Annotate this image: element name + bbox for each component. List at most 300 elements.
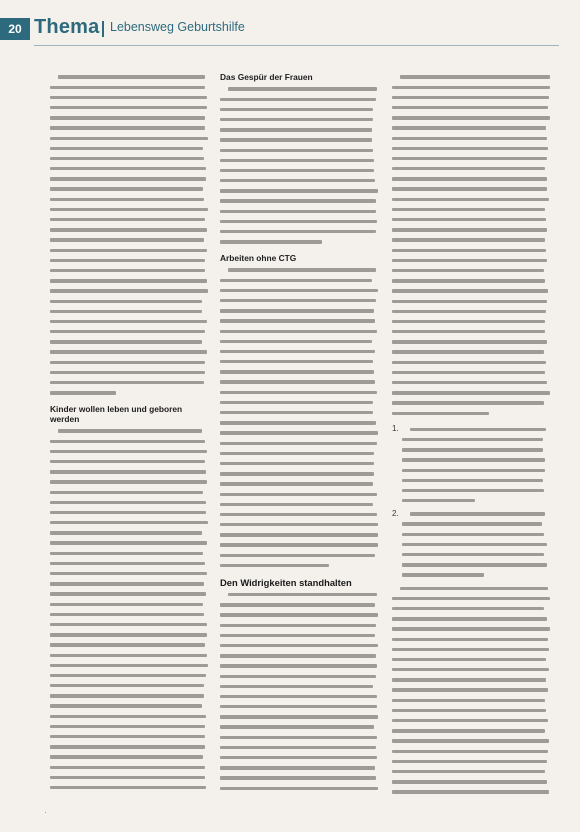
text-line [220,620,380,630]
text-line [392,408,552,418]
text-line [50,194,210,204]
text-line-fill [58,429,202,432]
text-line [220,448,380,458]
text-line-fill [392,770,545,773]
text-line [220,306,380,316]
text-line [220,722,380,732]
text-line-fill [392,106,548,109]
text-line-fill [50,460,205,463]
text-line [50,772,210,782]
text-line-fill [220,220,377,223]
text-line-fill [392,739,549,742]
text-line [392,123,552,133]
header-rule [34,45,559,46]
text-line [50,215,210,225]
text-line [50,255,210,265]
text-line-fill [392,668,549,671]
text-line [220,104,380,114]
text-line-fill [220,401,373,404]
text-block [392,72,552,418]
text-line-fill [50,340,202,343]
text-line [392,357,552,367]
text-line [392,184,552,194]
text-line-fill [220,442,377,445]
text-block [50,404,210,796]
text-line [50,569,210,579]
text-line-fill [50,116,205,119]
text-line-fill [220,98,376,101]
text-line [220,367,380,377]
text-line-fill [392,381,547,384]
text-line [220,336,380,346]
text-line-fill [392,617,547,620]
text-line [220,84,380,94]
text-line [402,550,552,560]
text-line [392,317,552,327]
text-line-fill [50,167,206,170]
text-line-fill [392,678,546,681]
text-line-fill [220,452,374,455]
text-line [220,397,380,407]
text-line-fill [392,320,545,323]
text-line-fill [220,766,375,769]
text-line-fill [50,592,206,595]
text-line-fill [50,766,205,769]
text-line-fill [220,613,378,616]
text-line-fill [220,675,376,678]
text-line-fill [220,746,376,749]
text-line [402,539,552,549]
text-line-fill [392,361,546,364]
text-line-fill [410,428,546,431]
text-line [50,184,210,194]
text-line [50,497,210,507]
text-line-fill [220,654,376,657]
text-line [220,186,380,196]
text-block [220,72,380,247]
text-line [50,204,210,214]
text-line [392,583,552,593]
text-line-fill [50,776,205,779]
text-line [50,306,210,316]
text-line-fill [402,553,544,556]
text-line-fill [220,240,322,243]
text-line [220,357,380,367]
text-line [50,72,210,82]
text-line-fill [50,228,207,231]
text-line [392,276,552,286]
text-line [402,570,552,580]
text-line [220,489,380,499]
text-line-fill [392,607,544,610]
text-line-fill [50,106,207,109]
list-item-body [402,424,552,506]
text-line [50,174,210,184]
text-line-fill [392,699,545,702]
text-line-fill [220,210,376,213]
text-line [392,174,552,184]
text-line-fill [392,300,547,303]
text-line-fill [50,715,206,718]
text-line [402,465,552,475]
text-line [392,72,552,82]
text-line-fill [50,694,204,697]
text-line [50,508,210,518]
text-line [50,681,210,691]
text-line [392,215,552,225]
text-line [392,133,552,143]
text-line-fill [220,360,373,363]
text-line [392,347,552,357]
text-line [50,579,210,589]
text-line-fill [220,685,373,688]
text-line-fill [392,116,550,119]
text-line-fill [220,624,376,627]
text-line [392,756,552,766]
text-line [392,113,552,123]
text-line [220,560,380,570]
text-line [392,736,552,746]
list-item-number: 2. [392,508,399,518]
text-line-fill [50,147,203,150]
text-line-fill [50,643,205,646]
text-line [50,225,210,235]
text-line [392,685,552,695]
text-line [50,630,210,640]
text-line [220,94,380,104]
text-line-fill [50,654,207,657]
text-line [50,357,210,367]
text-line [220,702,380,712]
text-line-fill [220,380,375,383]
text-block [220,577,380,796]
text-line [220,275,380,285]
text-line-fill [220,523,378,526]
text-line [220,793,380,796]
text-line [220,237,380,247]
text-line-fill [50,450,207,453]
text-line-fill [50,511,206,514]
section-subtitle: Lebensweg Geburtshilfe [110,20,245,34]
text-line [50,164,210,174]
text-block [50,72,210,398]
text-line [220,499,380,509]
text-line-fill [50,381,204,384]
text-line [220,742,380,752]
text-line [50,609,210,619]
text-line [220,459,380,469]
text-line-fill [50,704,202,707]
text-line [220,387,380,397]
text-line-fill [220,503,373,506]
text-line [392,777,552,787]
text-line [220,285,380,295]
text-line-fill [50,300,202,303]
text-line-fill [50,480,207,483]
text-line-fill [220,664,377,667]
text-line [392,103,552,113]
text-line-fill [392,137,547,140]
text-line-fill [50,289,208,292]
text-line [50,589,210,599]
list-item [392,509,552,580]
text-line-fill [50,603,203,606]
text-line [392,194,552,204]
text-line [402,455,552,465]
text-line [50,446,210,456]
text-line-fill [220,634,375,637]
text-line [220,763,380,773]
text-line-fill [220,472,374,475]
text-line [50,154,210,164]
text-line-fill [50,269,205,272]
text-line [50,378,210,388]
text-line [220,469,380,479]
header-separator [102,21,104,37]
text-line-fill [50,137,208,140]
text-line [220,641,380,651]
text-line-fill [392,627,550,630]
text-line [50,650,210,660]
text-line-fill [50,613,204,616]
text-line-fill [392,638,548,641]
page-header [0,0,580,46]
text-line-fill [50,501,206,504]
text-line-fill [392,289,548,292]
text-line [50,487,210,497]
text-line-fill [220,330,377,333]
text-line-fill [402,448,543,451]
text-line [220,651,380,661]
text-line [392,716,552,726]
text-line-fill [220,431,378,434]
text-line [50,436,210,446]
text-column-1 [50,72,210,796]
text-line-fill [402,533,544,536]
text-line-fill [220,319,375,322]
text-line-fill [58,75,205,78]
text-line [392,705,552,715]
text-line-fill [50,755,203,758]
text-line-fill [220,787,378,790]
text-line [220,227,380,237]
text-line-fill [50,249,207,252]
text-line-fill [402,438,543,441]
text-line [50,721,210,731]
text-line [392,378,552,388]
text-line [220,783,380,793]
text-line-fill [50,491,203,494]
text-line-fill [392,259,547,262]
text-line [402,486,552,496]
text-line [50,103,210,113]
text-line-fill [50,531,202,534]
text-line-fill [402,489,544,492]
text-line [392,644,552,654]
text-line-fill [392,238,545,241]
text-line [220,773,380,783]
text-line [402,445,552,455]
text-line-fill [220,725,374,728]
text-line [50,793,210,796]
text-line [392,235,552,245]
text-line-fill [220,603,375,606]
text-line-fill [392,269,544,272]
text-line [220,377,380,387]
text-line-fill [392,96,549,99]
text-line [220,206,380,216]
text-line [392,624,552,634]
text-line [392,614,552,624]
text-line-fill [220,370,374,373]
text-line [392,367,552,377]
text-line-fill [220,776,376,779]
text-line [392,143,552,153]
text-line-fill [228,593,377,596]
text-line-fill [392,790,549,793]
text-line [220,155,380,165]
text-line-fill [392,729,545,732]
text-line [220,316,380,326]
numbered-list [392,424,552,580]
text-line-fill [50,157,204,160]
text-line [392,92,552,102]
text-line [392,388,552,398]
text-line-fill [220,169,374,172]
text-line-fill [220,299,376,302]
text-line-fill [220,554,375,557]
text-line [50,143,210,153]
text-line [392,266,552,276]
text-line [50,660,210,670]
text-line-fill [392,371,545,374]
text-line-fill [392,249,546,252]
text-line-fill [220,462,374,465]
text-line-fill [50,521,208,524]
text-line-fill [50,745,205,748]
text-line [220,125,380,135]
text-line-fill [220,533,378,536]
text-column-3 [392,72,552,796]
text-line-fill [402,469,545,472]
section-title: Thema [34,16,100,38]
text-line-fill [50,187,203,190]
text-line [220,681,380,691]
text-line [220,296,380,306]
text-line-fill [50,786,206,789]
text-line-fill [50,541,207,544]
text-line-fill [220,715,378,718]
text-line-fill [50,126,205,129]
text-line-fill [50,86,205,89]
text-line [220,408,380,418]
text-line [220,530,380,540]
text-line [220,196,380,206]
text-line-fill [392,401,544,404]
text-line [392,164,552,174]
text-line-fill [50,633,207,636]
text-line [220,692,380,702]
text-line [392,655,552,665]
text-line-fill [220,340,372,343]
text-line-fill [50,310,202,313]
text-line [392,154,552,164]
text-line-fill [392,412,489,415]
bottom-page-marker: · [44,808,47,817]
text-line-fill [402,563,547,566]
text-line-fill [220,695,377,698]
text-line-fill [50,238,204,241]
text-line [392,746,552,756]
text-line [50,317,210,327]
text-line-fill [220,411,373,414]
text-line-fill [220,309,374,312]
section-heading: Arbeiten ohne CTG [220,253,297,263]
text-line [392,726,552,736]
text-line-fill [220,108,373,111]
text-line [50,235,210,245]
text-line-fill [392,279,545,282]
text-line [392,327,552,337]
text-line-fill [392,688,548,691]
text-line [392,695,552,705]
text-line-fill [50,684,204,687]
text-line-fill [410,512,545,515]
section-heading: Den Widrigkeiten standhalten [220,576,352,588]
text-line [220,428,380,438]
text-line-fill [50,361,205,364]
text-line-fill [220,564,329,567]
text-line-fill [50,198,204,201]
text-line-fill [392,177,547,180]
text-line-fill [392,658,546,661]
text-line-fill [220,179,375,182]
text-line [50,528,210,538]
text-line [402,529,552,539]
text-line-fill [228,87,377,90]
text-line-fill [220,159,374,162]
text-line-fill [392,648,549,651]
text-line [220,712,380,722]
text-line [392,665,552,675]
text-line [392,675,552,685]
text-line [50,123,210,133]
text-line-fill [392,719,548,722]
text-line [50,742,210,752]
text-line-fill [220,705,377,708]
text-line [50,711,210,721]
text-line-fill [220,128,372,131]
text-line [402,509,552,519]
text-line [402,424,552,434]
text-line [220,520,380,530]
text-line-fill [402,573,484,576]
text-line-fill [392,167,545,170]
text-line [402,560,552,570]
text-line [220,166,380,176]
text-line [392,306,552,316]
text-line-fill [220,543,378,546]
text-line-fill [50,371,205,374]
text-line [392,337,552,347]
text-line-fill [392,780,547,783]
text-line [50,92,210,102]
text-line [220,135,380,145]
text-line [392,398,552,408]
text-line-fill [402,543,547,546]
text-line [220,732,380,742]
text-line [220,510,380,520]
